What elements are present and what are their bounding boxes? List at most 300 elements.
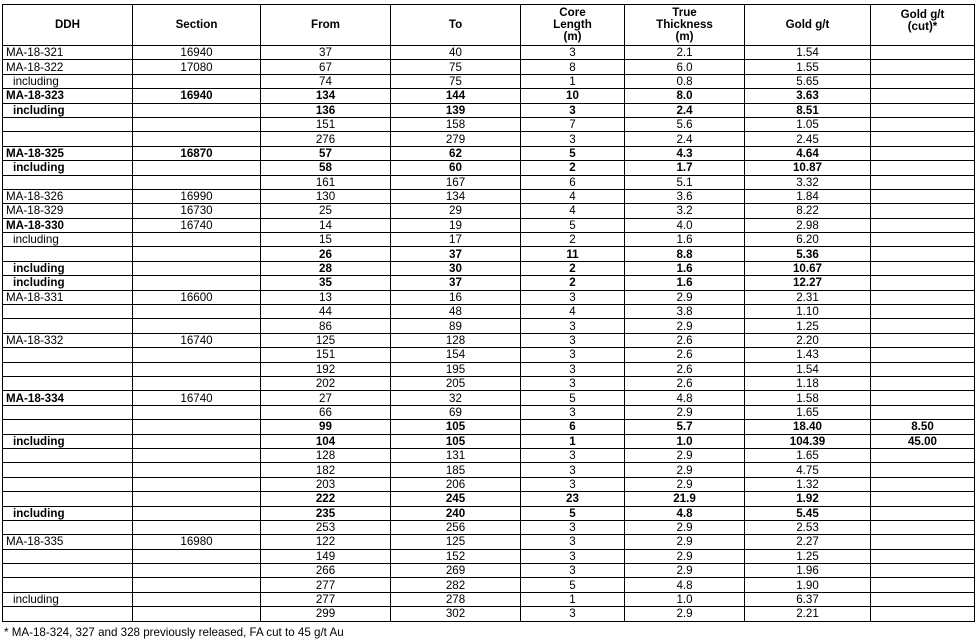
cell-true-thickness: 8.0 (625, 89, 745, 103)
cell-ddh (3, 362, 133, 376)
cell-from: 67 (261, 60, 391, 74)
cell-true-thickness: 5.7 (625, 420, 745, 434)
table-row (3, 175, 975, 189)
cell-gold: 1.18 (745, 376, 871, 390)
cell-from: 125 (261, 333, 391, 347)
cell-to: 48 (391, 305, 521, 319)
cell-ddh: MA-18-325 (3, 146, 133, 160)
cell-core-length: 8 (521, 60, 625, 74)
cell-gold-cut (871, 549, 975, 563)
cell-true-thickness: 2.9 (625, 564, 745, 578)
cell-core-length: 2 (521, 233, 625, 247)
cell-true-thickness: 2.1 (625, 46, 745, 60)
table-row (3, 60, 975, 74)
table-row (3, 463, 975, 477)
cell-gold-cut (871, 189, 975, 203)
cell-true-thickness: 2.9 (625, 290, 745, 304)
cell-from: 15 (261, 233, 391, 247)
header-cut-line-2: (cut)* (907, 20, 938, 33)
cell-to: 30 (391, 261, 521, 275)
table-row (3, 420, 975, 434)
cell-from: 14 (261, 218, 391, 232)
table-row (3, 434, 975, 448)
header-core-line-1: Core (559, 6, 586, 19)
cell-core-length: 4 (521, 204, 625, 218)
header-true-line-2: Thickness (656, 18, 713, 31)
cell-gold-cut (871, 247, 975, 261)
cell-from: 74 (261, 74, 391, 88)
cell-true-thickness: 4.8 (625, 391, 745, 405)
cell-true-thickness: 1.0 (625, 592, 745, 606)
cell-core-length: 23 (521, 492, 625, 506)
header-core-line-2: Length (553, 18, 592, 31)
cell-gold-cut (871, 607, 975, 621)
table-row (3, 276, 975, 290)
cell-gold-cut (871, 319, 975, 333)
header-ddh: DDH (3, 5, 133, 46)
cell-from: 130 (261, 189, 391, 203)
cell-ddh (3, 247, 133, 261)
cell-to: 279 (391, 132, 521, 146)
cell-from: 222 (261, 492, 391, 506)
cell-gold-cut (871, 564, 975, 578)
cell-gold: 1.65 (745, 405, 871, 419)
cell-ddh (3, 564, 133, 578)
table-row (3, 535, 975, 549)
cell-section (133, 549, 261, 563)
cell-to: 17 (391, 233, 521, 247)
cell-core-length: 7 (521, 117, 625, 131)
cell-core-length: 3 (521, 477, 625, 491)
cell-gold: 2.20 (745, 333, 871, 347)
table-row (3, 146, 975, 160)
cell-ddh: including (3, 434, 133, 448)
cell-section (133, 434, 261, 448)
cell-gold: 1.96 (745, 564, 871, 578)
cell-section: 16990 (133, 189, 261, 203)
cell-ddh: including (3, 161, 133, 175)
cell-section: 16740 (133, 391, 261, 405)
cell-gold: 8.51 (745, 103, 871, 117)
cell-core-length: 5 (521, 506, 625, 520)
cell-gold-cut (871, 132, 975, 146)
cell-gold-cut (871, 305, 975, 319)
cell-core-length: 3 (521, 405, 625, 419)
table-row (3, 506, 975, 520)
cell-section (133, 607, 261, 621)
cell-gold-cut (871, 117, 975, 131)
cell-section (133, 492, 261, 506)
cell-ddh: including (3, 276, 133, 290)
cell-true-thickness: 2.9 (625, 319, 745, 333)
cell-true-thickness: 2.9 (625, 405, 745, 419)
cell-from: 136 (261, 103, 391, 117)
cell-to: 128 (391, 333, 521, 347)
cell-section (133, 520, 261, 534)
cell-from: 57 (261, 146, 391, 160)
cell-gold-cut (871, 146, 975, 160)
cell-ddh (3, 463, 133, 477)
cell-section (133, 276, 261, 290)
header-core-line-3: (m) (563, 30, 582, 43)
cell-section: 16980 (133, 535, 261, 549)
cell-true-thickness: 2.9 (625, 549, 745, 563)
cell-gold-cut (871, 233, 975, 247)
cell-gold: 10.67 (745, 261, 871, 275)
cell-from: 35 (261, 276, 391, 290)
cell-core-length: 3 (521, 132, 625, 146)
table-row (3, 132, 975, 146)
footnote: * MA-18-324, 327 and 328 previously released, FA cut to 45 g/t Au (4, 626, 344, 639)
cell-gold: 1.90 (745, 578, 871, 592)
cell-gold: 1.54 (745, 46, 871, 60)
cell-ddh (3, 520, 133, 534)
cell-ddh (3, 420, 133, 434)
cell-ddh: MA-18-334 (3, 391, 133, 405)
cell-from: 86 (261, 319, 391, 333)
cell-core-length: 3 (521, 564, 625, 578)
cell-to: 60 (391, 161, 521, 175)
cell-from: 266 (261, 564, 391, 578)
cell-core-length: 5 (521, 218, 625, 232)
cell-ddh (3, 607, 133, 621)
cell-true-thickness: 4.8 (625, 578, 745, 592)
cell-gold-cut: 8.50 (871, 420, 975, 434)
table-row (3, 578, 975, 592)
cell-section (133, 247, 261, 261)
cell-gold: 2.21 (745, 607, 871, 621)
cell-core-length: 5 (521, 391, 625, 405)
cell-true-thickness: 4.3 (625, 146, 745, 160)
cell-from: 44 (261, 305, 391, 319)
cell-true-thickness: 2.9 (625, 520, 745, 534)
cell-gold: 4.64 (745, 146, 871, 160)
cell-ddh (3, 492, 133, 506)
cell-to: 195 (391, 362, 521, 376)
cell-section: 16730 (133, 204, 261, 218)
cell-section (133, 564, 261, 578)
table-row (3, 564, 975, 578)
cell-gold: 1.43 (745, 348, 871, 362)
cell-from: 149 (261, 549, 391, 563)
header-row (3, 5, 975, 46)
cell-gold: 1.84 (745, 189, 871, 203)
cell-ddh (3, 175, 133, 189)
assay-results-table (2, 4, 975, 622)
cell-from: 299 (261, 607, 391, 621)
cell-section (133, 319, 261, 333)
cell-section (133, 261, 261, 275)
cell-core-length: 3 (521, 376, 625, 390)
cell-core-length: 5 (521, 146, 625, 160)
cell-from: 277 (261, 578, 391, 592)
cell-to: 125 (391, 535, 521, 549)
table-row (3, 333, 975, 347)
table-row (3, 189, 975, 203)
cell-from: 104 (261, 434, 391, 448)
cell-gold: 2.53 (745, 520, 871, 534)
cell-core-length: 3 (521, 362, 625, 376)
cell-to: 245 (391, 492, 521, 506)
header-to: To (391, 5, 521, 46)
header-true-line-1: True (672, 6, 697, 19)
cell-gold: 6.20 (745, 233, 871, 247)
cell-ddh: MA-18-322 (3, 60, 133, 74)
cell-true-thickness: 6.0 (625, 60, 745, 74)
cell-from: 277 (261, 592, 391, 606)
table-row (3, 204, 975, 218)
cell-core-length: 11 (521, 247, 625, 261)
cell-to: 32 (391, 391, 521, 405)
header-from: From (261, 5, 391, 46)
cell-true-thickness: 2.9 (625, 448, 745, 462)
cell-true-thickness: 4.0 (625, 218, 745, 232)
cell-gold: 1.05 (745, 117, 871, 131)
cell-ddh (3, 578, 133, 592)
cell-to: 62 (391, 146, 521, 160)
cell-core-length: 5 (521, 578, 625, 592)
cell-from: 151 (261, 117, 391, 131)
header-gold-cut (871, 5, 975, 46)
cell-section (133, 578, 261, 592)
cell-core-length: 4 (521, 305, 625, 319)
cell-gold: 1.10 (745, 305, 871, 319)
cell-from: 37 (261, 46, 391, 60)
cell-true-thickness: 8.8 (625, 247, 745, 261)
cell-ddh (3, 477, 133, 491)
cell-ddh: MA-18-323 (3, 89, 133, 103)
cell-gold-cut (871, 175, 975, 189)
cell-from: 253 (261, 520, 391, 534)
cell-from: 128 (261, 448, 391, 462)
table-row (3, 261, 975, 275)
cell-true-thickness: 3.8 (625, 305, 745, 319)
cell-to: 269 (391, 564, 521, 578)
cell-section (133, 477, 261, 491)
cell-core-length: 3 (521, 520, 625, 534)
cell-gold: 1.32 (745, 477, 871, 491)
cell-from: 13 (261, 290, 391, 304)
cell-to: 37 (391, 276, 521, 290)
cell-core-length: 3 (521, 607, 625, 621)
table-row (3, 520, 975, 534)
cell-to: 89 (391, 319, 521, 333)
cell-to: 302 (391, 607, 521, 621)
cell-from: 122 (261, 535, 391, 549)
cell-core-length: 3 (521, 348, 625, 362)
cell-gold: 2.45 (745, 132, 871, 146)
cell-from: 276 (261, 132, 391, 146)
cell-section: 16740 (133, 333, 261, 347)
cell-gold-cut (871, 348, 975, 362)
cell-gold: 2.27 (745, 535, 871, 549)
cell-section: 16940 (133, 89, 261, 103)
cell-ddh (3, 348, 133, 362)
cell-core-length: 6 (521, 175, 625, 189)
cell-section (133, 592, 261, 606)
cell-true-thickness: 3.6 (625, 189, 745, 203)
cell-to: 240 (391, 506, 521, 520)
cell-ddh: MA-18-332 (3, 333, 133, 347)
cell-from: 28 (261, 261, 391, 275)
cell-ddh: MA-18-331 (3, 290, 133, 304)
cell-from: 151 (261, 348, 391, 362)
cell-core-length: 2 (521, 276, 625, 290)
cell-ddh (3, 448, 133, 462)
cell-true-thickness: 2.9 (625, 535, 745, 549)
cell-section (133, 132, 261, 146)
cell-true-thickness: 5.6 (625, 117, 745, 131)
table-row (3, 376, 975, 390)
cell-true-thickness: 2.6 (625, 348, 745, 362)
cell-gold: 104.39 (745, 434, 871, 448)
cell-gold: 6.37 (745, 592, 871, 606)
header-true-line-3: (m) (675, 30, 694, 43)
cell-true-thickness: 4.8 (625, 506, 745, 520)
cell-to: 282 (391, 578, 521, 592)
cell-core-length: 3 (521, 290, 625, 304)
cell-section (133, 305, 261, 319)
cell-gold-cut (871, 261, 975, 275)
table-row (3, 549, 975, 563)
cell-true-thickness: 1.7 (625, 161, 745, 175)
cell-ddh: MA-18-321 (3, 46, 133, 60)
table-row (3, 348, 975, 362)
cell-gold: 1.58 (745, 391, 871, 405)
cell-true-thickness: 2.6 (625, 376, 745, 390)
cell-to: 19 (391, 218, 521, 232)
cell-true-thickness: 1.0 (625, 434, 745, 448)
cell-true-thickness: 5.1 (625, 175, 745, 189)
cell-core-length: 4 (521, 189, 625, 203)
cell-section (133, 448, 261, 462)
cell-core-length: 3 (521, 319, 625, 333)
cell-gold-cut (871, 276, 975, 290)
cell-gold: 12.27 (745, 276, 871, 290)
cell-gold-cut (871, 492, 975, 506)
cell-section (133, 376, 261, 390)
cell-core-length: 3 (521, 463, 625, 477)
cell-from: 182 (261, 463, 391, 477)
table-row (3, 46, 975, 60)
cell-to: 131 (391, 448, 521, 462)
cell-core-length: 1 (521, 74, 625, 88)
cell-section: 16600 (133, 290, 261, 304)
cell-gold: 3.63 (745, 89, 871, 103)
cell-section (133, 175, 261, 189)
cell-gold-cut (871, 506, 975, 520)
table-row (3, 218, 975, 232)
cell-true-thickness: 2.6 (625, 333, 745, 347)
cell-section (133, 420, 261, 434)
header-section: Section (133, 5, 261, 46)
cell-gold-cut (871, 391, 975, 405)
cell-true-thickness: 1.6 (625, 261, 745, 275)
cell-core-length: 3 (521, 448, 625, 462)
header-core-length (521, 5, 625, 46)
cell-ddh (3, 405, 133, 419)
table-row (3, 362, 975, 376)
cell-gold-cut (871, 290, 975, 304)
cell-from: 161 (261, 175, 391, 189)
cell-section (133, 463, 261, 477)
cell-to: 40 (391, 46, 521, 60)
cell-true-thickness: 21.9 (625, 492, 745, 506)
table-row (3, 247, 975, 261)
cell-to: 139 (391, 103, 521, 117)
cell-gold: 1.55 (745, 60, 871, 74)
cell-section (133, 405, 261, 419)
cell-ddh: MA-18-330 (3, 218, 133, 232)
table-row (3, 233, 975, 247)
cell-ddh (3, 549, 133, 563)
cell-core-length: 3 (521, 46, 625, 60)
cell-core-length: 3 (521, 103, 625, 117)
cell-to: 69 (391, 405, 521, 419)
cell-from: 58 (261, 161, 391, 175)
cell-section: 17080 (133, 60, 261, 74)
table-row (3, 89, 975, 103)
cell-gold-cut (871, 477, 975, 491)
cell-to: 167 (391, 175, 521, 189)
cell-to: 16 (391, 290, 521, 304)
cell-core-length: 6 (521, 420, 625, 434)
cell-gold-cut (871, 376, 975, 390)
cell-section (133, 348, 261, 362)
table-row (3, 592, 975, 606)
cell-gold: 4.75 (745, 463, 871, 477)
cell-from: 25 (261, 204, 391, 218)
cell-gold: 2.31 (745, 290, 871, 304)
assay-results-table-container (2, 4, 974, 622)
cell-gold: 18.40 (745, 420, 871, 434)
cell-to: 185 (391, 463, 521, 477)
cell-true-thickness: 2.4 (625, 132, 745, 146)
table-row (3, 405, 975, 419)
cell-from: 134 (261, 89, 391, 103)
cell-gold: 10.87 (745, 161, 871, 175)
cell-to: 105 (391, 434, 521, 448)
cell-gold: 3.32 (745, 175, 871, 189)
cell-to: 37 (391, 247, 521, 261)
cell-true-thickness: 2.9 (625, 477, 745, 491)
cell-ddh (3, 132, 133, 146)
cell-gold: 1.92 (745, 492, 871, 506)
header-gold: Gold g/t (745, 5, 871, 46)
cell-to: 206 (391, 477, 521, 491)
cell-ddh: including (3, 233, 133, 247)
cell-from: 203 (261, 477, 391, 491)
cell-to: 152 (391, 549, 521, 563)
cell-core-length: 2 (521, 261, 625, 275)
cell-to: 256 (391, 520, 521, 534)
cell-gold-cut (871, 103, 975, 117)
table-row (3, 103, 975, 117)
cell-true-thickness: 2.6 (625, 362, 745, 376)
cell-to: 105 (391, 420, 521, 434)
header-cut-line-1: Gold g/t (900, 8, 945, 21)
cell-gold-cut (871, 448, 975, 462)
cell-true-thickness: 3.2 (625, 204, 745, 218)
table-row (3, 161, 975, 175)
table-body (3, 46, 975, 622)
cell-ddh: including (3, 103, 133, 117)
cell-gold: 1.25 (745, 319, 871, 333)
cell-section (133, 233, 261, 247)
cell-ddh: including (3, 74, 133, 88)
cell-to: 154 (391, 348, 521, 362)
table-row (3, 492, 975, 506)
